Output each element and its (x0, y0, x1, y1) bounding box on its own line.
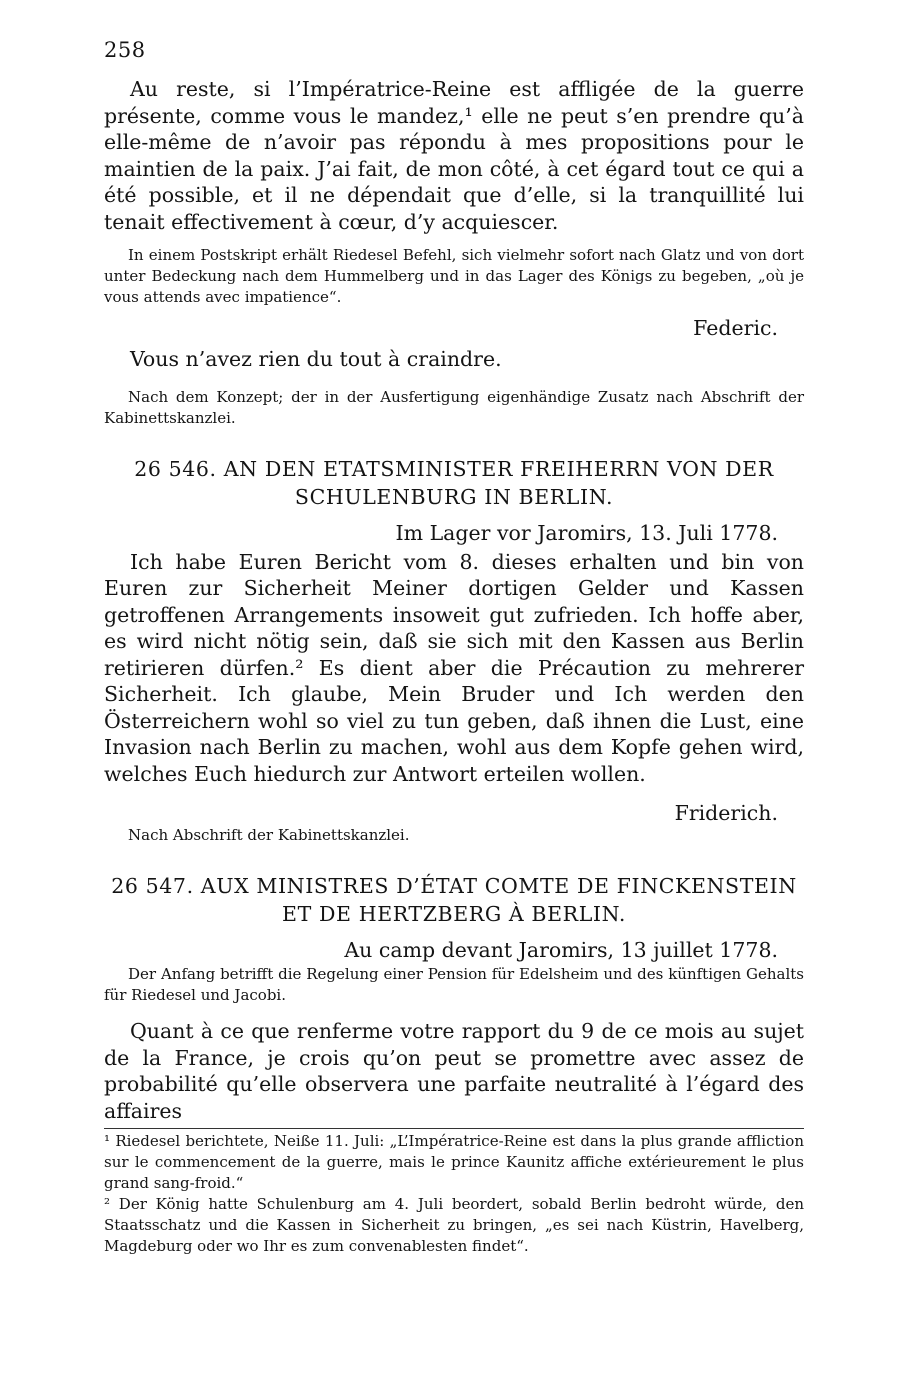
editorial-note-source-1: Nach dem Konzept; der in der Ausfertigung eigenhändige Zusatz nach Abschrift der Kabinettskanzlei. (104, 387, 804, 427)
page-number: 258 (104, 38, 146, 62)
letter-paragraph-2: Ich habe Euren Bericht vom 8. dieses erhalten und bin von Euren zur Sicherheit Meiner dortigen Gelder und Kassen getroffenen Arrangements insoweit gut zufrieden. Ich hoffe aber, es wird nicht nötig sein, daß sie sich mit den Kassen aus Berlin retirieren dürfen.² Es dient aber die Précaution zu mehrerer Sicherheit. Ich glaube, Mein Bruder und Ich werden den Österreichern wohl so viel zu tun geben, daß ihnen die Lust, eine Invasion nach Berlin zu machen, wohl aus dem Kopfe gehen wird, welches Euch hiedurch zur Antwort erteilen wollen. (104, 549, 804, 786)
footnote-1: ¹ Riedesel berichtete, Neiße 11. Juli: „L’Impératrice-Reine est dans la plus grande affliction sur le commencement de la guerre, mais le prince Kaunitz affiche extérieurement le plus grand sang-froid.“ (104, 1132, 804, 1192)
footnote-2: ² Der König hatte Schulenburg am 4. Juli beordert, sobald Berlin bedroht würde, den Staatsschatz und die Kassen in Sicherheit zu bringen, „es sei nach Küstrin, Havelberg, Magdeburg oder wo Ihr es zum convenablesten findet“. (104, 1195, 804, 1255)
signature-friderich: Friderich. (674, 801, 778, 825)
editorial-note-postscript: In einem Postskript erhält Riedesel Befehl, sich vielmehr sofort nach Glatz und von dort unter Bedeckung nach dem Hummelberg und in das Lager des Königs zu begeben, „où je vous attends avec impatience“. (104, 246, 804, 306)
letter-paragraph-3: Quant à ce que renferme votre rapport du 9 de ce mois au sujet de la France, je crois qu’on peut se promettre avec assez de probabilité qu’elle observera une parfaite neutralité à l’égard des affaires (104, 1019, 804, 1123)
heading-line-2: SCHULENBURG IN BERLIN. (294, 484, 614, 509)
footnotes-section (104, 1128, 804, 1257)
letter-heading-26546 (104, 455, 804, 511)
editorial-note-beginning: Der Anfang betrifft die Regelung einer Pension für Edelsheim und des künftigen Gehalts für Riedesel und Jacobi. (104, 965, 804, 1004)
heading-line-1: 26 546. AN DEN ETATSMINISTER FREIHERRN VON DER (134, 456, 774, 481)
letter-heading-26547 (104, 872, 804, 928)
letter-paragraph-1: Au reste, si l’Impératrice-Reine est affligée de la guerre présente, comme vous le mandez,¹ elle ne peut s’en prendre qu’à elle-même de n’avoir pas répondu à mes propositions pour le maintien de la paix. J’ai fait, de mon côté, à cet égard tout ce qui a été possible, et il ne dépendait que d’elle, si la tranquillité lui tenait effectivement à cœur, d’y acquiescer. (104, 77, 804, 234)
document-page (104, 38, 804, 1257)
signature-federic: Federic. (693, 316, 778, 340)
heading-line-2: ET DE HERTZBERG À BERLIN. (282, 902, 626, 926)
editorial-note-source-2: Nach Abschrift der Kabinettskanzlei. (128, 826, 410, 844)
dateline-26546: Im Lager vor Jaromirs, 13. Juli 1778. (395, 520, 778, 545)
dateline-26547: Au camp devant Jaromirs, 13 juillet 1778. (344, 938, 778, 962)
heading-line-1: 26 547. AUX MINISTRES D’ÉTAT COMTE DE FINCKENSTEIN (111, 874, 797, 898)
postscript-line: Vous n’avez rien du tout à craindre. (130, 347, 502, 371)
